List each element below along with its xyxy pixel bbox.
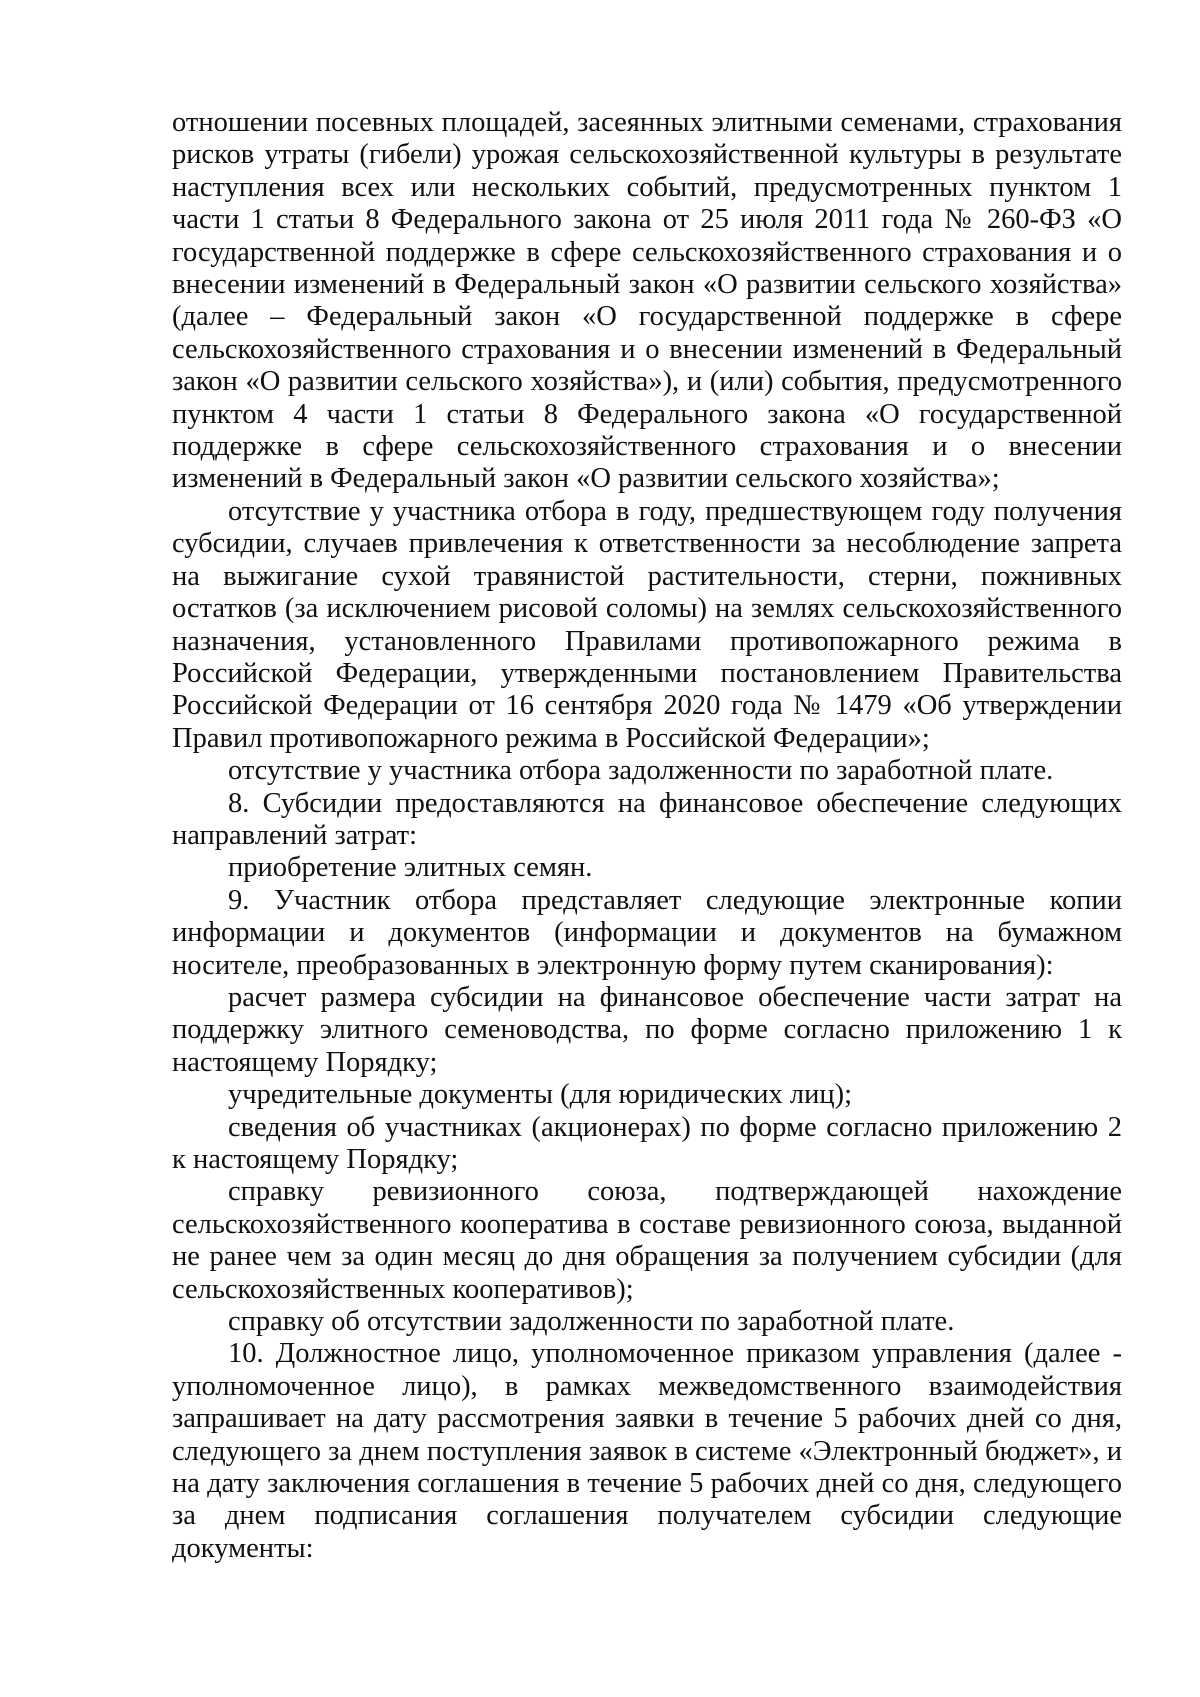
paragraph: учредительные документы (для юридических лиц);: [228, 1079, 853, 1111]
document-page: [172, 107, 1122, 1565]
paragraph: отсутствие у участника отбора задолженности по заработной плате.: [228, 755, 1054, 787]
paragraph-continuation: отношении посевных площадей, засеянных элитными семенами, страхования рисков утраты (гибели) урожая сельскохозяйственной культуры в результате наступления всех или нескольких событий, предусмотренных пунктом 1 части 1 статьи 8 Федерального закона от 25 июля 2011 года № 260-ФЗ «О государственной поддержке в сфере сельскохозяйственного страхования и о внесении изменений в Федеральный закон «О развитии сельского хозяйства» (далее – Федеральный закон «О государственной поддержке в сфере сельскохозяйственного страхования и о внесении изменений в Федеральный закон «О развитии сельского хозяйства»), и (или) события, предусмотренного пунктом 4 части 1 статьи 8 Федерального закона «О государственной поддержке в сфере сельскохозяйственного страхования и о внесении изменений в Федеральный закон «О развитии сельского хозяйства»;: [172, 107, 1122, 495]
paragraph-item-8: 8. Субсидии предоставляются на финансовое обеспечение следующих направлений затрат:: [172, 787, 1122, 851]
paragraph: справку ревизионного союза, подтверждающей нахождение сельскохозяйственного кооператива в составе ревизионного союза, выданной не ранее чем за один месяц до дня обращения за получением субсидии (для сельскохозяйственных кооперативов);: [172, 1176, 1122, 1305]
paragraph: отсутствие у участника отбора в году, предшествующем году получения субсидии, случаев привлечения к ответственности за несоблюдение запрета на выжигание сухой травянистой растительности, стерни, пожнивных остатков (за исключением рисовой соломы) на землях сельскохозяйственного назначения, установленного Правилами противопожарного режима в Российской Федерации, утвержденными постановлением Правительства Российской Федерации от 16 сентября 2020 года № 1479 «Об утверждении Правил противопожарного режима в Российской Федерации»;: [172, 495, 1122, 754]
paragraph: справку об отсутствии задолженности по заработной плате.: [228, 1306, 955, 1338]
paragraph-item-9: 9. Участник отбора представляет следующие электронные копии информации и документов (информации и документов на бумажном носителе, преобразованных в электронную форму путем сканирования):: [172, 884, 1122, 981]
paragraph: сведения об участниках (акционерах) по форме согласно приложению 2 к настоящему Порядку;: [172, 1111, 1122, 1175]
paragraph: приобретение элитных семян.: [228, 852, 593, 884]
paragraph: расчет размера субсидии на финансовое обеспечение части затрат на поддержку элитного семеноводства, по форме согласно приложению 1 к настоящему Порядку;: [172, 981, 1122, 1078]
paragraph-item-10: 10. Должностное лицо, уполномоченное приказом управления (далее - уполномоченное лицо), в рамках межведомственного взаимодействия запрашивает на дату рассмотрения заявки в течение 5 рабочих дней со дня, следующего за днем поступления заявок в системе «Электронный бюджет», и на дату заключения соглашения в течение 5 рабочих дней со дня, следующего за днем подписания соглашения получателем субсидии следующие документы:: [172, 1338, 1122, 1564]
